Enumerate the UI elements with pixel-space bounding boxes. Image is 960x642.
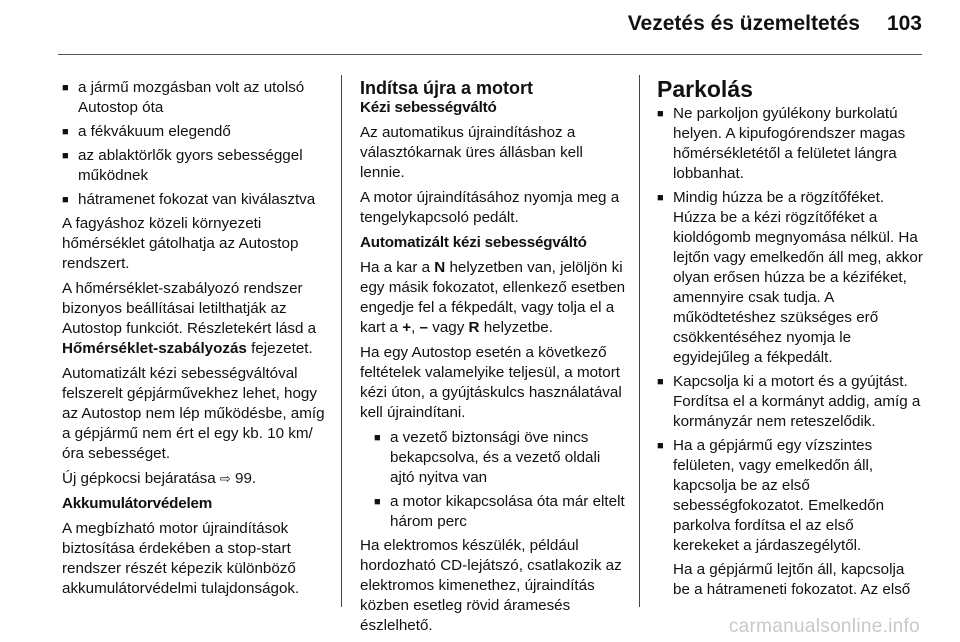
list-item: ■ Ha a gépjármű egy vízszintes felületen, vagy emelkedőn áll, kapcsolja be az első sebességfokozatot. Emelkedőn parkolva fordítsa el az első kerekeket a járdaszegélytől. — [657, 436, 923, 556]
list-item: ■ az ablaktörlők gyors sebességgel működnek — [62, 146, 332, 186]
watermark: carmanualsonline.info — [728, 616, 920, 637]
paragraph: Ha egy Autostop esetén a következő feltételek valamelyike teljesül, a motort kézi úton, a gyújtáskulcs használatával kell újraindítani. — [360, 344, 622, 421]
section-subheading: Akkumulátorvédelem — [62, 495, 213, 512]
list-item: ■ Mindig húzza be a rögzítőféket. Húzza be a kézi rögzítőféket a kioldógomb megnyomása nélkül. Ha lejtőn vagy emelkedőn áll meg, akkor olyan erősen húzza be a kéziféket, amennyire csak tudja. A működtetéshez szükséges erő csökkentéséhez nyomja le egyidejűleg a fékpedált. — [657, 188, 923, 368]
page-number: 103 — [886, 12, 922, 35]
list-item: ■ a vezető biztonsági öve nincs bekapcsolva, és a vezető oldali ajtó nyitva van — [374, 428, 626, 488]
paragraph: Ha a kar a N helyzetben van, jelöljön ki egy másik fokozatot, ellenkező esetben engedje fel a fékpedált, vagy tolja el a kart a +, – vagy R helyzetbe. — [360, 259, 626, 336]
list-item: ■ a fékvákuum elegendő — [62, 122, 332, 142]
column-right — [657, 76, 923, 605]
paragraph: Az automatikus újraindításhoz a választókarnak üres állásban kell lennie. — [360, 124, 583, 181]
section-heading: Indítsa újra a motort — [360, 78, 534, 98]
list-item: ■ hátramenet fokozat van kiválasztva — [62, 190, 332, 210]
column-left — [62, 78, 332, 604]
paragraph: A motor újraindításához nyomja meg a tengelykapcsoló pedált. — [360, 189, 620, 226]
list-item: ■ a jármű mozgásban volt az utolsó Autostop óta — [62, 78, 332, 118]
cross-reference-link[interactable]: Hőmérséklet-szabályozás — [62, 340, 247, 357]
page-reference-icon: ⇨ — [219, 471, 231, 486]
paragraph: A megbízható motor újraindítások biztosítása érdekében a stop-start rendszer részét képezik különböző akkumulátorvédelmi tulajdonságok. — [62, 520, 300, 597]
column-divider — [341, 75, 342, 607]
list-item: ■ Kapcsolja ki a motort és a gyújtást. Fordítsa el a kormányt addig, amíg a kormányzár nem reteszelődik. — [657, 372, 923, 432]
header-rule — [58, 54, 922, 55]
paragraph: Ha a gépjármű lejtőn áll, kapcsolja be a hátrameneti fokozatot. Az első — [673, 561, 911, 598]
paragraph: A hőmérséklet-szabályozó rendszer bizonyos beállításai letilthatják az Autostop funkciót. Részletekért lásd a Hőmérséklet-szabályozás fejezetet. — [62, 280, 317, 357]
page-header-title: Vezetés és üzemeltetés — [627, 12, 860, 35]
paragraph: Új gépkocsi bejáratása ⇨ 99. — [62, 470, 257, 487]
paragraph: A fagyáshoz közeli környezeti hőmérséklet gátolhatja az Autostop rendszert. — [62, 215, 299, 272]
paragraph: Automatizált kézi sebességváltóval felszerelt gépjárművekhez lehet, hogy az Autostop nem lép működésbe, amíg a gépjármű nem ért el egy kb. 10 km/óra sebességet. — [62, 365, 325, 462]
section-subheading: Automatizált kézi sebességváltó — [360, 234, 587, 251]
paragraph: Ha elektromos készülék, például hordozható CD-lejátszó, csatlakozik az elektromos kimenethez, újraindítás közben esetleg rövid áramesés észlelhető. — [360, 537, 622, 634]
page-reference-link[interactable]: 99. — [230, 470, 257, 487]
list-item: ■ a motor kikapcsolása óta már eltelt három perc — [374, 492, 626, 532]
section-heading: Parkolás — [657, 76, 753, 102]
column-middle — [360, 78, 626, 641]
list-item: ■ Ne parkoljon gyúlékony burkolatú helyen. A kipufogórendszer magas hőmérsékletétől a felületet lángra lobbanhat. — [657, 104, 923, 184]
column-divider — [639, 75, 640, 607]
section-subheading: Kézi sebességváltó — [360, 99, 497, 116]
